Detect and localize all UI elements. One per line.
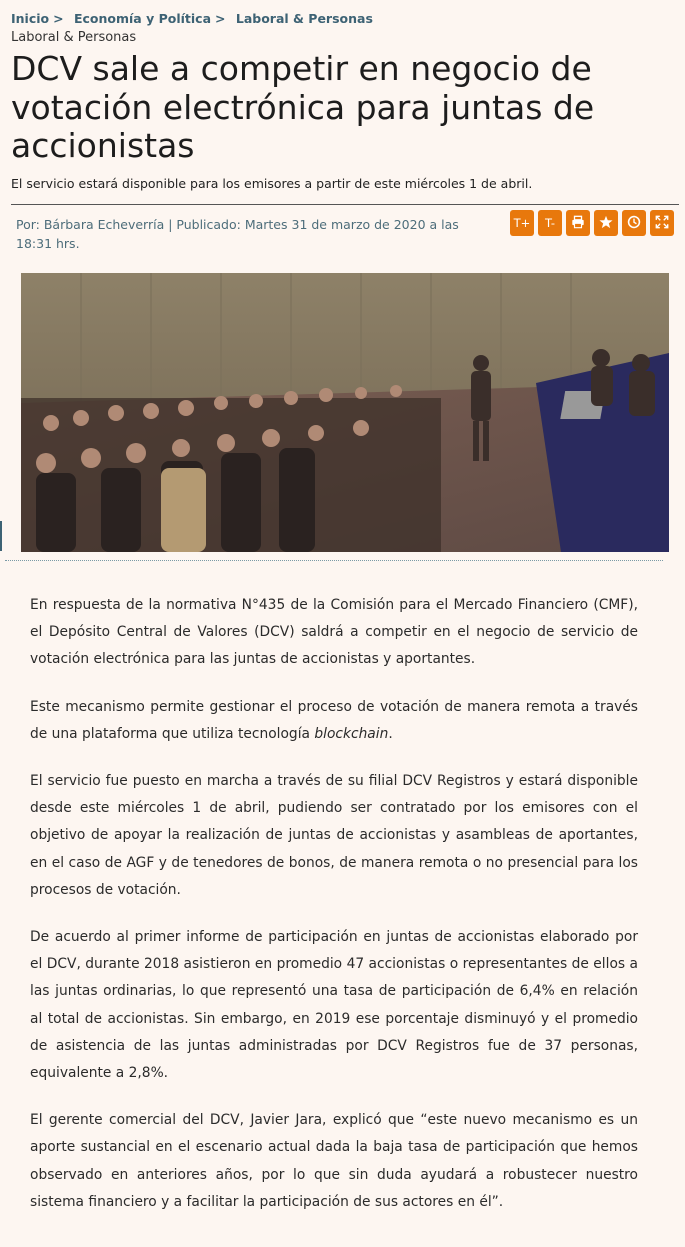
print-button[interactable] bbox=[566, 210, 590, 236]
breadcrumb-separator: > bbox=[53, 11, 64, 26]
article-photo bbox=[21, 273, 669, 552]
clock-icon bbox=[627, 215, 641, 232]
side-marker bbox=[0, 521, 2, 551]
print-icon bbox=[571, 215, 585, 232]
breadcrumb-link-laboral[interactable]: Laboral & Personas bbox=[235, 11, 373, 26]
article-headline: DCV sale a competir en negocio de votación electrónica para juntas de accionistas bbox=[11, 49, 595, 165]
breadcrumb bbox=[11, 11, 373, 26]
article-paragraph: El servicio fue puesto en marcha a través de su filial DCV Registros y estará disponible desde este miércoles 1 de abril, pudiendo ser contratado por los emisores con el objetivo de apoyar la realización de juntas de accionistas y asambleas de aportantes, en el caso de AGF y de tenedores de bonos, de manera remota o no presencial para los procesos de votación. bbox=[30, 773, 638, 898]
dotted-divider bbox=[5, 560, 663, 561]
emphasis-blockchain: blockchain bbox=[314, 725, 389, 742]
article-paragraph: Este mecanismo permite gestionar el proceso de votación de manera remota a través de una plataforma que utiliza tecnología blockchain. bbox=[30, 698, 638, 742]
breadcrumb-link-inicio[interactable]: Inicio bbox=[11, 11, 50, 26]
article-paragraph: El gerente comercial del DCV, Javier Jara, explicó que “este nuevo mecanismo es un aporte sustancial en el escenario actual dada la baja tasa de participación que hemos observado en anteriores años, por lo que sin duda ayudará a robustecer nuestro sistema financiero y a facilitar la participación de sus actores en él”. bbox=[30, 1112, 638, 1210]
article-body bbox=[30, 592, 638, 1236]
increase-text-button[interactable]: T+ bbox=[510, 210, 534, 236]
favorite-button[interactable] bbox=[594, 210, 618, 236]
star-icon bbox=[599, 215, 613, 232]
breadcrumb-separator: > bbox=[215, 11, 226, 26]
article-paragraph: De acuerdo al primer informe de participación en juntas de accionistas elaborado por el DCV, durante 2018 asistieron en promedio 47 accionistas o representantes de ellos a las juntas ordinarias, lo que representó una tasa de participación de 6,4% en relación al total de accionistas. Sin embargo, en 2019 ese porcentaje disminuyó y el promedio de asistencia de las juntas administradas por DCV Registros fue de 37 personas, equivalente a 2,8%. bbox=[30, 929, 638, 1082]
fullscreen-icon bbox=[655, 215, 669, 232]
divider bbox=[11, 204, 679, 205]
read-later-button[interactable] bbox=[622, 210, 646, 236]
fullscreen-button[interactable] bbox=[650, 210, 674, 236]
article-toolbar bbox=[510, 210, 674, 236]
section-label: Laboral & Personas bbox=[11, 30, 137, 45]
article-subtitle: El servicio estará disponible para los emisores a partir de este miércoles 1 de abril. bbox=[11, 176, 533, 191]
article-paragraph: En respuesta de la normativa N°435 de la Comisión para el Mercado Financiero (CMF), el Depósito Central de Valores (DCV) saldrá a competir en el negocio de servicio de votación electrónica para las juntas de accionistas y aportantes. bbox=[30, 597, 638, 668]
breadcrumb-link-economia[interactable]: Economía y Política bbox=[73, 11, 212, 26]
article-byline: Por: Bárbara Echeverría | Publicado: Martes 31 de marzo de 2020 a las 18:31 hrs. bbox=[16, 217, 459, 251]
decrease-text-button[interactable]: T- bbox=[538, 210, 562, 236]
